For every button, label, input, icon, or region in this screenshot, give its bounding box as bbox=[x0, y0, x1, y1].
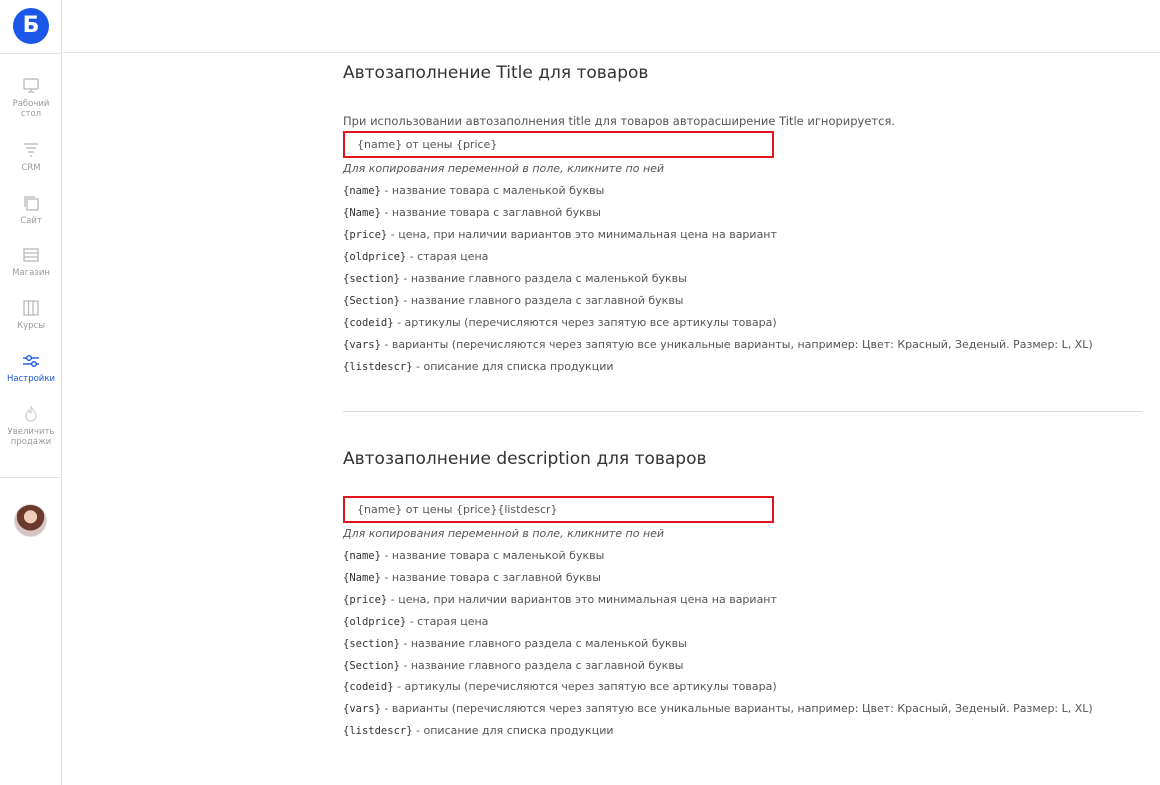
sidebar-item-desktop[interactable] bbox=[0, 76, 62, 119]
variable-row bbox=[343, 593, 777, 606]
copy-hint: Для копирования переменной в поле, кликните по ней bbox=[343, 527, 665, 540]
variable-row bbox=[343, 680, 777, 693]
variable-row bbox=[343, 294, 684, 307]
sidebar-divider bbox=[0, 477, 62, 478]
variable-description: - название товара с заглавной буквы bbox=[380, 570, 601, 584]
variable-token[interactable]: {Section} bbox=[343, 659, 400, 672]
variable-description: - название главного раздела с заглавной буквы bbox=[399, 658, 684, 672]
variable-token[interactable]: {codeid} bbox=[343, 681, 394, 694]
sidebar-item-label: CRM bbox=[21, 163, 41, 173]
variable-description: - варианты (перечисляются через запятую все уникальные варианты, например: Цвет: Красный, Зеденый. Размер: L, XL) bbox=[380, 338, 1093, 351]
variable-description: - название главного раздела с заглавной буквы bbox=[399, 294, 684, 307]
variable-row bbox=[343, 549, 604, 562]
variable-description: - название главного раздела с маленькой буквы bbox=[399, 636, 687, 650]
variable-row bbox=[343, 250, 488, 263]
top-bar bbox=[62, 0, 1160, 53]
avatar[interactable] bbox=[14, 504, 47, 537]
monitor-icon bbox=[21, 76, 41, 96]
sidebar-item-settings[interactable] bbox=[0, 351, 62, 384]
description-section-heading: Автозаполнение description для товаров bbox=[343, 449, 707, 469]
variable-description: - описание для списка продукции bbox=[412, 360, 614, 373]
variable-description: - цена, при наличии вариантов это минимальная цена на вариант bbox=[387, 592, 777, 606]
sidebar-item-label: продажи bbox=[10, 437, 52, 447]
title-template-field[interactable]: {name} от цены {price} bbox=[343, 131, 774, 158]
books-icon bbox=[21, 298, 41, 318]
sidebar-item-label: Курсы bbox=[17, 321, 45, 331]
variable-row bbox=[343, 184, 604, 197]
variable-row bbox=[343, 272, 687, 285]
variable-token[interactable]: {codeid} bbox=[343, 317, 394, 329]
sidebar-item-label: Сайт bbox=[20, 216, 42, 226]
sidebar-item-site[interactable] bbox=[0, 193, 62, 226]
title-section-heading: Автозаполнение Title для товаров bbox=[343, 63, 649, 83]
variable-token[interactable]: {vars} bbox=[343, 703, 381, 716]
variable-description: - описание для списка продукции bbox=[412, 724, 614, 738]
variable-description: - название товара с маленькой буквы bbox=[380, 184, 605, 197]
variable-token[interactable]: {Name} bbox=[343, 207, 381, 219]
variable-token[interactable]: {oldprice} bbox=[343, 251, 407, 263]
variable-token[interactable]: {Name} bbox=[343, 571, 381, 584]
variable-token[interactable]: {vars} bbox=[343, 339, 381, 351]
flame-icon bbox=[21, 404, 41, 424]
store-icon bbox=[21, 245, 41, 265]
title-section-note: При использовании автозаполнения title для товаров авторасширение Title игнорируется. bbox=[343, 114, 896, 128]
sliders-icon bbox=[21, 351, 41, 371]
variable-row bbox=[343, 228, 777, 241]
variable-token[interactable]: {listdescr} bbox=[343, 361, 413, 373]
variable-token[interactable]: {price} bbox=[343, 593, 388, 606]
variable-row bbox=[343, 702, 1093, 715]
variable-row bbox=[343, 360, 614, 373]
sidebar bbox=[0, 0, 62, 785]
variable-token[interactable]: {section} bbox=[343, 273, 400, 285]
description-template-field[interactable]: {name} от цены {price}{listdescr} bbox=[343, 496, 774, 523]
variable-token[interactable]: {name} bbox=[343, 550, 381, 562]
variable-token[interactable]: {section} bbox=[343, 637, 400, 650]
variable-description: - название главного раздела с маленькой буквы bbox=[399, 272, 687, 285]
variable-row bbox=[343, 615, 488, 628]
pages-icon bbox=[21, 193, 41, 213]
variable-description: - старая цена bbox=[406, 614, 489, 628]
variable-token[interactable]: {price} bbox=[343, 229, 388, 241]
sidebar-item-label: Рабочий bbox=[12, 99, 50, 109]
variable-token[interactable]: {name} bbox=[343, 185, 381, 197]
variable-row bbox=[343, 571, 601, 584]
variable-token[interactable]: {listdescr} bbox=[343, 725, 413, 738]
sidebar-item-label: Настройки bbox=[6, 374, 55, 384]
variable-row bbox=[343, 724, 614, 737]
sidebar-item-store[interactable] bbox=[0, 245, 62, 278]
copy-hint: Для копирования переменной в поле, кликните по ней bbox=[343, 162, 665, 175]
variable-token[interactable]: {oldprice} bbox=[343, 615, 407, 628]
variable-row bbox=[343, 637, 687, 650]
sidebar-item-label: Увеличить bbox=[7, 427, 55, 437]
variable-description: - название товара с маленькой буквы bbox=[380, 549, 605, 562]
variable-token[interactable]: {Section} bbox=[343, 295, 400, 307]
variable-description: - цена, при наличии вариантов это минимальная цена на вариант bbox=[387, 228, 777, 241]
logo[interactable]: Б bbox=[13, 8, 49, 44]
variable-description: - название товара с заглавной буквы bbox=[380, 206, 601, 219]
variable-description: - варианты (перечисляются через запятую все уникальные варианты, например: Цвет: Красный, Зеденый. Размер: L, XL) bbox=[380, 702, 1093, 716]
variable-row bbox=[343, 206, 601, 219]
funnel-icon bbox=[21, 140, 41, 160]
variable-row bbox=[343, 659, 684, 672]
variable-row bbox=[343, 316, 777, 329]
sidebar-item-crm[interactable] bbox=[0, 140, 62, 173]
variable-description: - артикулы (перечисляются через запятую все артикулы товара) bbox=[393, 316, 777, 329]
variable-description: - старая цена bbox=[406, 250, 489, 263]
sidebar-item-increase-sales[interactable] bbox=[0, 404, 62, 447]
variable-row bbox=[343, 338, 1093, 351]
section-divider bbox=[343, 411, 1142, 412]
sidebar-item-label: Магазин bbox=[12, 268, 50, 278]
sidebar-item-courses[interactable] bbox=[0, 298, 62, 331]
sidebar-divider bbox=[0, 53, 62, 54]
sidebar-item-label: стол bbox=[20, 109, 42, 119]
variable-description: - артикулы (перечисляются через запятую все артикулы товара) bbox=[393, 680, 777, 694]
